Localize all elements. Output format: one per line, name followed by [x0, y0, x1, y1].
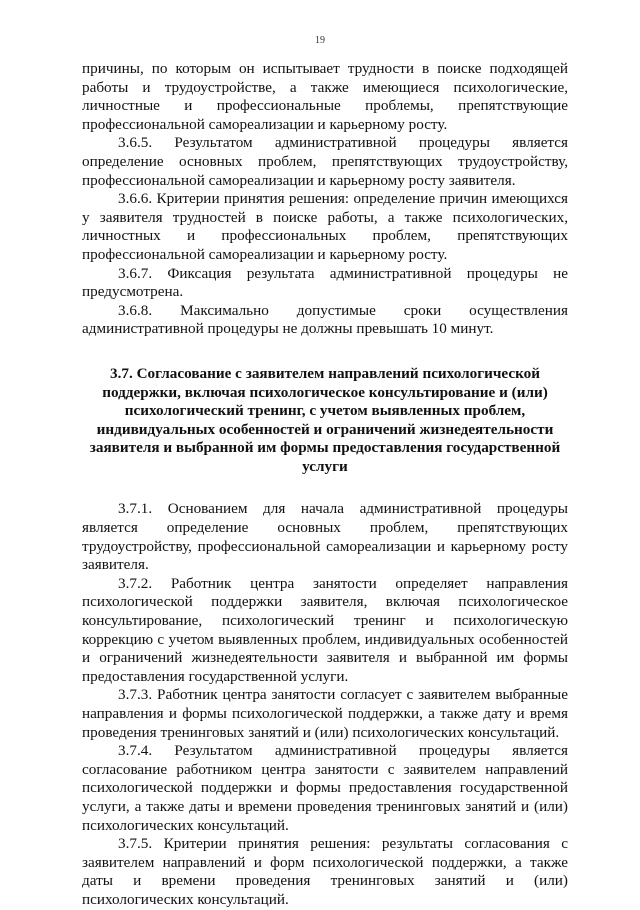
section-heading-3-7: 3.7. Согласование с заявителем направлений психологической поддержки, включая психологическое консультирование и (или) психологический тренинг, с учетом выявленных проблем, индивидуальных особенностей и ограничений жизнедеятельности заявителя и выбранной им формы предоставления государственной услуги — [89, 364, 561, 475]
paragraph-3-7-4: 3.7.4. Результатом административной процедуры является согласование работником центра занятости с заявителем направлений психологической поддержки и формы предоставления государственной услуги, а также даты и времени проведения тренинговых занятий и (или) психологических консультаций. — [82, 742, 568, 834]
paragraph-3-6-5: 3.6.5. Результатом административной процедуры является определение основных проблем, препятствующих трудоустройству, профессиональной самореализации и карьерному росту заявителя. — [82, 134, 568, 189]
paragraph-3-7-1: 3.7.1. Основанием для начала административной процедуры является определение основных проблем, препятствующих трудоустройству, профессиональной самореализации и карьерному росту заявителя. — [82, 500, 568, 574]
paragraph-3-6-7: 3.6.7. Фиксация результата административной процедуры не предусмотрена. — [82, 264, 568, 301]
paragraph-3-7-2: 3.7.2. Работник центра занятости определяет направления психологической поддержки заявителя, включая психологическое консультирование, психологический тренинг и психологическую коррекцию с учетом выявленных проблем, индивидуальных особенностей и ограничений жизнедеятельности заявителя и выбранной им формы предоставления государственной услуги. — [82, 574, 568, 685]
paragraph-continuation: причины, по которым он испытывает трудности в поиске подходящей работы и трудоустройстве, а также имеющиеся психологические, личностные и профессиональные проблемы, препятствующие профессиональной самореализации и карьерному росту. — [82, 60, 568, 133]
paragraph-3-6-6: 3.6.6. Критерии принятия решения: определение причин имеющихся у заявителя трудностей в поиске работы, а также психологических, личностных и профессиональных проблем, препятствующих профессиональной самореализации и карьерному росту. — [82, 190, 568, 263]
page-number: 19 — [315, 35, 325, 46]
paragraph-3-7-3: 3.7.3. Работник центра занятости согласует с заявителем выбранные направления и формы психологической поддержки, а также дату и время проведения тренинговых занятий и (или) психологических консультаций. — [82, 686, 568, 741]
document-body — [82, 60, 568, 910]
paragraph-3-6-8: 3.6.8. Максимально допустимые сроки осуществления административной процедуры не должны превышать 10 минут. — [82, 301, 568, 338]
paragraph-3-7-5: 3.7.5. Критерии принятия решения: результаты согласования с заявителем направлений и форм психологической поддержки, а также даты и времени проведения тренинговых занятий и (или) психологических консультаций. — [82, 835, 568, 908]
